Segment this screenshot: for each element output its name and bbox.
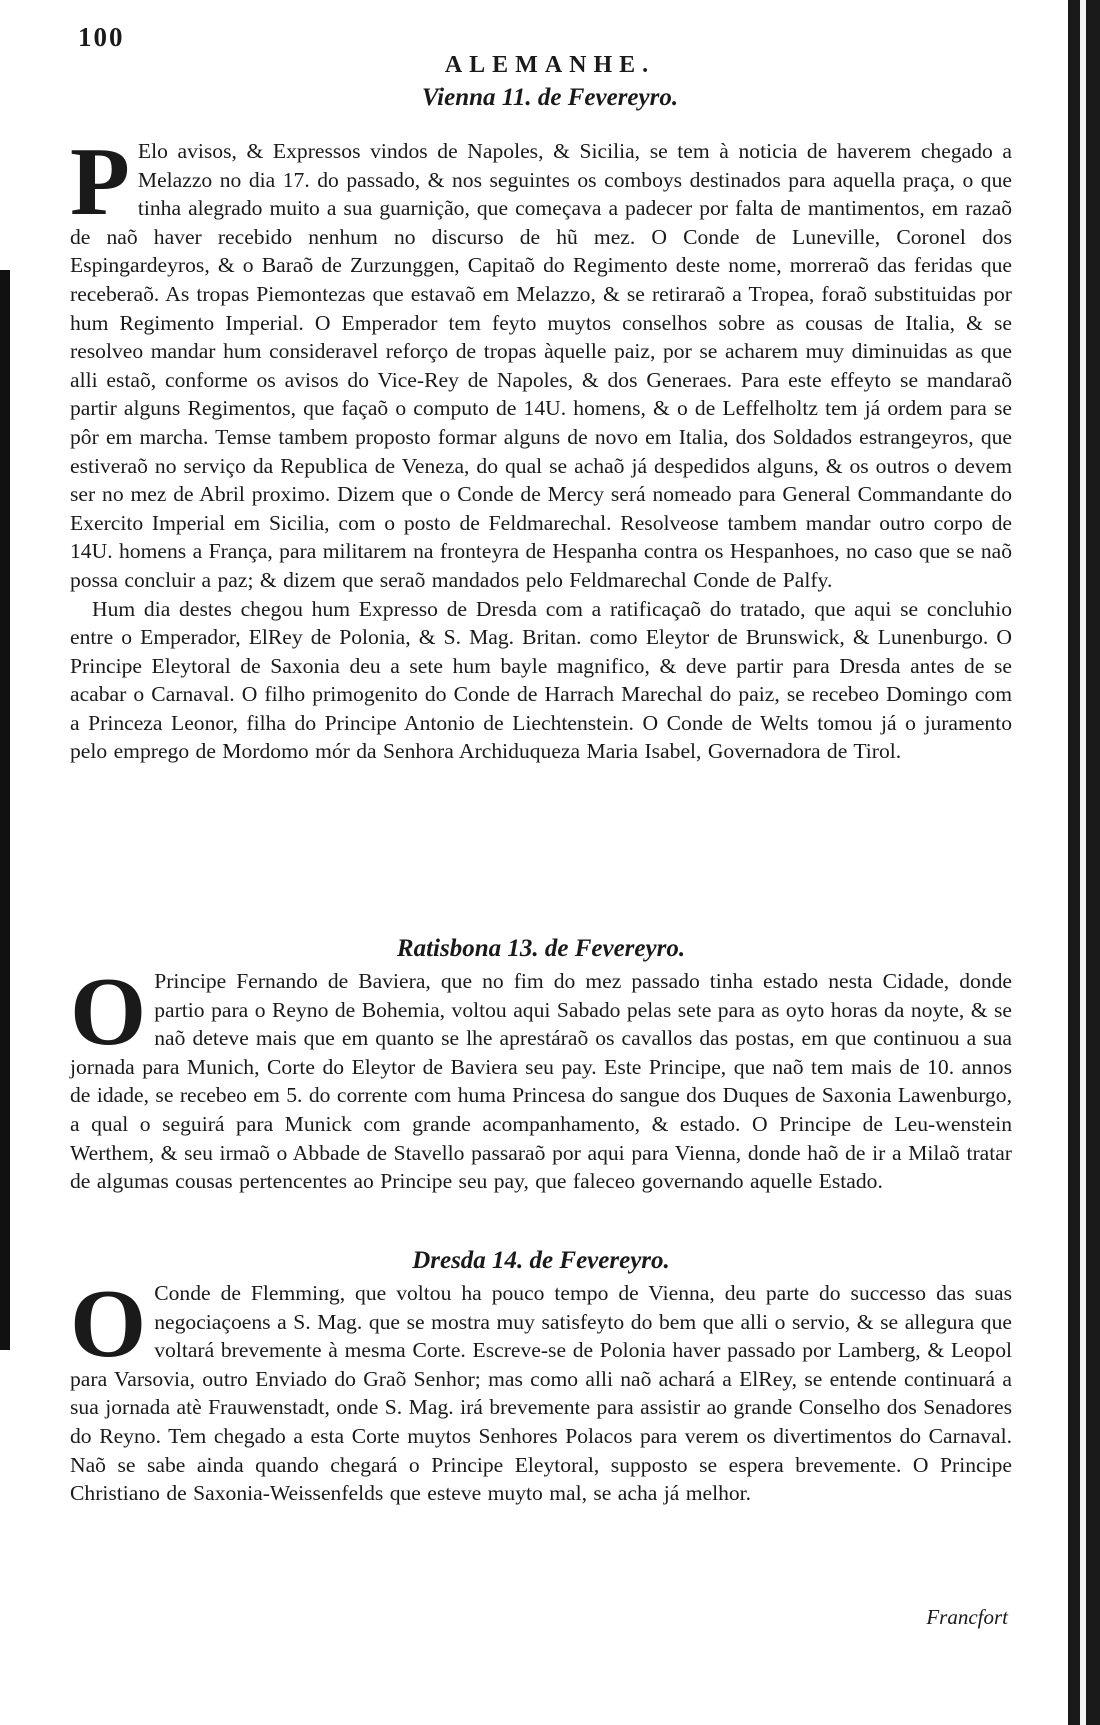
dateline-dresda: Dresda 14. de Fevereyro. — [412, 1247, 670, 1274]
paragraph-text: Principe Fernando de Baviera, que no fim do mez passado tinha estado nesta Cidade, donde partio para o Reyno de Bohemia, voltou aqui Sabado pelas sete para as oyto horas da noyte, & se naõ deteve mais que em quanto se lhe aprestáraõ os cavallos das postas, em que continuou a sua jornada para Munich, Corte do Eleytor de Baviera seu pay. Este Principe, que naõ tem mais de 10. annos de idade, se recebeo em 5. do corrente com huma Princesa do sangue dos Duques de Saxonia Lawenburgo, a qual o seguirá para Munick com grande acompanhamento, & estado. O Principe de Leu-wenstein Werthem, & seu irmaõ o Abbade de Stavello passaraõ por aqui para Vienna, donde haõ de ir a Milaõ tratar de algumas cousas pertencentes ao Principe seu pay, que faleceo governando aquelle Estado. — [70, 969, 1012, 1194]
article-dresda-paragraph-1 — [70, 1270, 1012, 1508]
dropcap: O — [70, 1270, 147, 1378]
dateline-vienna: Vienna 11. de Fevereyro. — [421, 84, 679, 111]
running-head: ALEMANHE. — [444, 52, 656, 78]
article-dresda — [70, 1247, 1012, 1508]
article-ratisbona — [70, 935, 1012, 1196]
article-vienna-paragraph-1 — [70, 128, 1012, 595]
article-vienna-paragraph-2: Hum dia destes chegou hum Expresso de Dresda com a ratificaçaõ do tratado, que aqui se concluhio entre o Emperador, ElRey de Polonia, & S. Mag. Britan. como Eleytor de Brunswick, & Lunenburgo. O Principe Eleytoral de Saxonia deu a sete hum bayle magnifico, & deve partir para Dresda antes de se acabar o Carnaval. O filho primogenito do Conde de Harrach Marechal do paiz, se recebeo Domingo com a Princeza Leonor, filha do Principe Antonio de Liechtenstein. O Conde de Welts tomou já o juramento pelo emprego de Mordomo mór da Senhora Archiduqueza Maria Isabel, Governadora de Tirol. — [70, 596, 1012, 764]
paragraph-text: Elo avisos, & Expressos vindos de Napoles, & Sicilia, se tem à noticia de haverem chegado a Melazzo no dia 17. do passado, & nos seguintes os comboys destinados para aquella praça, o que tinha alegrado muito a sua guarnição, que começava a padecer por falta de mantimentos, em razaõ de naõ haver recebido nenhum no discurso de hũ mez. O Conde de Luneville, Coronel dos Espingardeyros, & o Baraõ de Zurzunggen, Capitaõ do Regimento deste nome, morreraõ das feridas que receberaõ. As tropas Piemontezas que estavaõ em Melazzo, & se retiraraõ a Tropea, foraõ substituidas por hum Regimento Imperial. O Emperador tem feyto muytos conselhos sobre as cousas de Italia, & se resolveo mandar hum consideravel reforço de tropas àquelle paiz, por se acharem muy diminuidas as que alli estaõ, conforme os avisos do Vice-Rey de Napoles, & dos Generaes. Para este effeyto se mandaraõ partir alguns Regimentos, que façaõ o computo de 14U. homens, & o de Leffelholtz tem já ordem para se pôr em marcha. Temse tambem proposto formar alguns de novo em Italia, dos Soldados estrangeyros, que estiveraõ no serviço da Republica de Veneza, do qual se achaõ já despedidos alguns, & os outros o devem ser no mez de Abril proximo. Dizem que o Conde de Mercy será nomeado para General Commandante do Exercito Imperial em Sicilia, com o posto de Feldmarechal. Resolveose tambem mandar outro corpo de 14U. homens a França, para militarem na fronteyra de Hespanha contra os Hespanhoes, no caso que se naõ possa concluir a paz; & dizem que seraõ mandados pelo Feldmarechal Conde de Palfy. — [70, 139, 1012, 592]
dropcap: O — [70, 958, 147, 1066]
article-ratisbona-paragraph-1 — [70, 958, 1012, 1196]
article-vienna — [70, 128, 1012, 766]
paragraph-text: Conde de Flemming, que voltou ha pouco tempo de Vienna, deu parte do successo das suas negociaçoens a S. Mag. que se mostra muy satisfeyto do bem que alli o servio, & se allegura que voltará brevemente à mesma Corte. Escreve-se de Polonia haver passado por Lamberg, & Leopol para Varsovia, outro Enviado do Graõ Senhor; mas como alli naõ achará a ElRey, se entende continuará a sua jornada atè Frauwenstadt, onde S. Mag. irá brevemente para assistir ao grande Conselho dos Senadores do Reyno. Tem chegado a esta Corte muytos Senhores Polacos para verem os divertimentos do Carnaval. Naõ se sabe ainda quando chegará o Principe Eleytoral, supposto se espera brevemente. O Principe Christiano de Saxonia-Weissenfelds que esteve muyto mal, se acha já melhor. — [70, 1281, 1012, 1506]
scan-shadow-left — [0, 270, 10, 1350]
dateline-ratisbona: Ratisbona 13. de Fevereyro. — [396, 935, 686, 962]
catchword: Francfort — [926, 1605, 1008, 1629]
dropcap: P — [70, 128, 130, 236]
scan-page-edge-right — [1062, 0, 1100, 1725]
page-number: 100 — [78, 22, 125, 52]
